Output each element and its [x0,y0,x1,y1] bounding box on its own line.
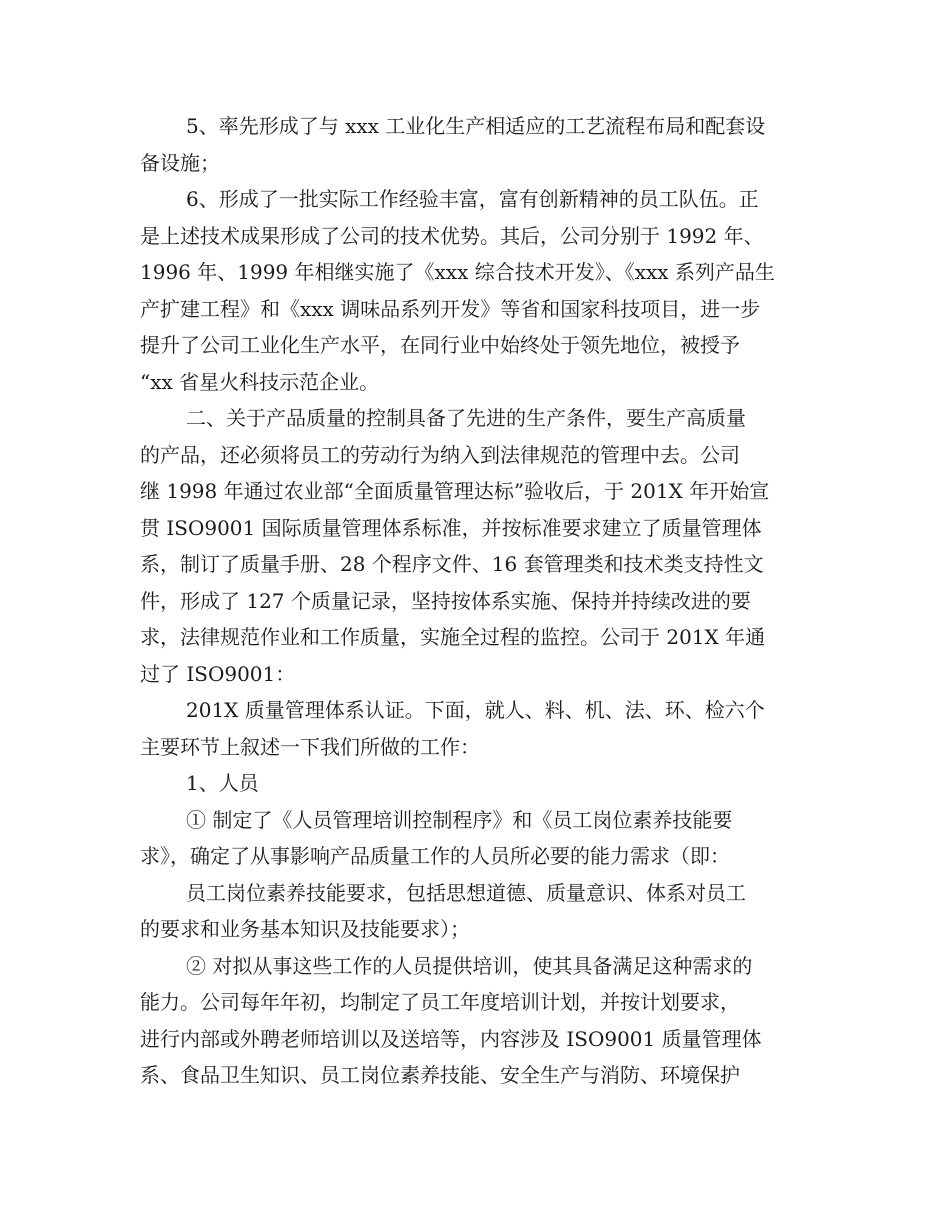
text-line: 能力。公司每年年初，均制定了员工年度培训计划，并按计划要求， [140,990,740,1014]
text-line: 主要环节上叙述一下我们所做的工作： [140,734,480,759]
text-line: 件，形成了 127 个质量记录，坚持按体系实施、保持并持续改进的要 [140,588,751,613]
text-line: 1、人员 [186,771,259,795]
text-line: 过了 ISO9001： [140,661,296,686]
text-line: 提升了公司工业化生产水平，在同行业中始终处于领先地位，被授予 [140,333,740,357]
text-line: ① 制定了《人员管理培训控制程序》和《员工岗位素养技能要 [186,807,733,832]
text-line: 的产品，还必须将员工的劳动行为纳入到法律规范的管理中去。公司 [140,442,740,467]
text-line: 1996 年、1999 年相继实施了《xxx 综合技术开发》、《xxx 系列产品生 [140,260,775,284]
text-line: ② 对拟从事这些工作的人员提供培训，使其具备满足这种需求的 [186,953,753,978]
text-line: 系、食品卫生知识、员工岗位素养技能、安全生产与消防、环境保护 [140,1063,740,1087]
text-line: 继 1998 年通过农业部“全面质量管理达标”验收后，于 201X 年开始宣 [140,479,770,503]
text-line: 5、率先形成了与 xxx 工业化生产相适应的工艺流程布局和配套设 [186,114,766,138]
document-body [140,108,820,1094]
text-line: “xx 省星火科技示范企业。 [140,369,380,394]
text-line: 产扩建工程》和《xxx 调味品系列开发》等省和国家科技项目，进一步 [140,296,761,321]
text-line: 是上述技术成果形成了公司的技术优势。其后，公司分别于 1992 年、 [140,223,764,248]
text-line: 系，制订了质量手册、28 个程序文件、16 套管理类和技术类支持性文 [140,552,764,576]
text-line: 二、关于产品质量的控制具备了先进的生产条件，要生产高质量 [186,406,746,430]
text-line: 求》，确定了从事影响产品质量工作的人员所必要的能力需求（即： [140,844,730,868]
text-line: 求，法律规范作业和工作质量，实施全过程的监控。公司于 201X 年通 [140,625,766,649]
text-line: 进行内部或外聘老师培训以及送培等，内容涉及 ISO9001 质量管理体 [140,1026,762,1051]
text-line: 备设施； [140,150,220,175]
text-line: 201X 质量管理体系认证。下面，就人、料、机、法、环、检六个 [186,698,765,722]
text-line: 6、形成了一批实际工作经验丰富，富有创新精神的员工队伍。正 [186,187,759,211]
text-line: 的要求和业务基本知识及技能要求）； [140,917,470,941]
text-line: 员工岗位素养技能要求，包括思想道德、质量意识、体系对员工 [186,880,746,905]
text-line: 贯 ISO9001 国际质量管理体系标准，并按标准要求建立了质量管理体 [140,515,762,540]
